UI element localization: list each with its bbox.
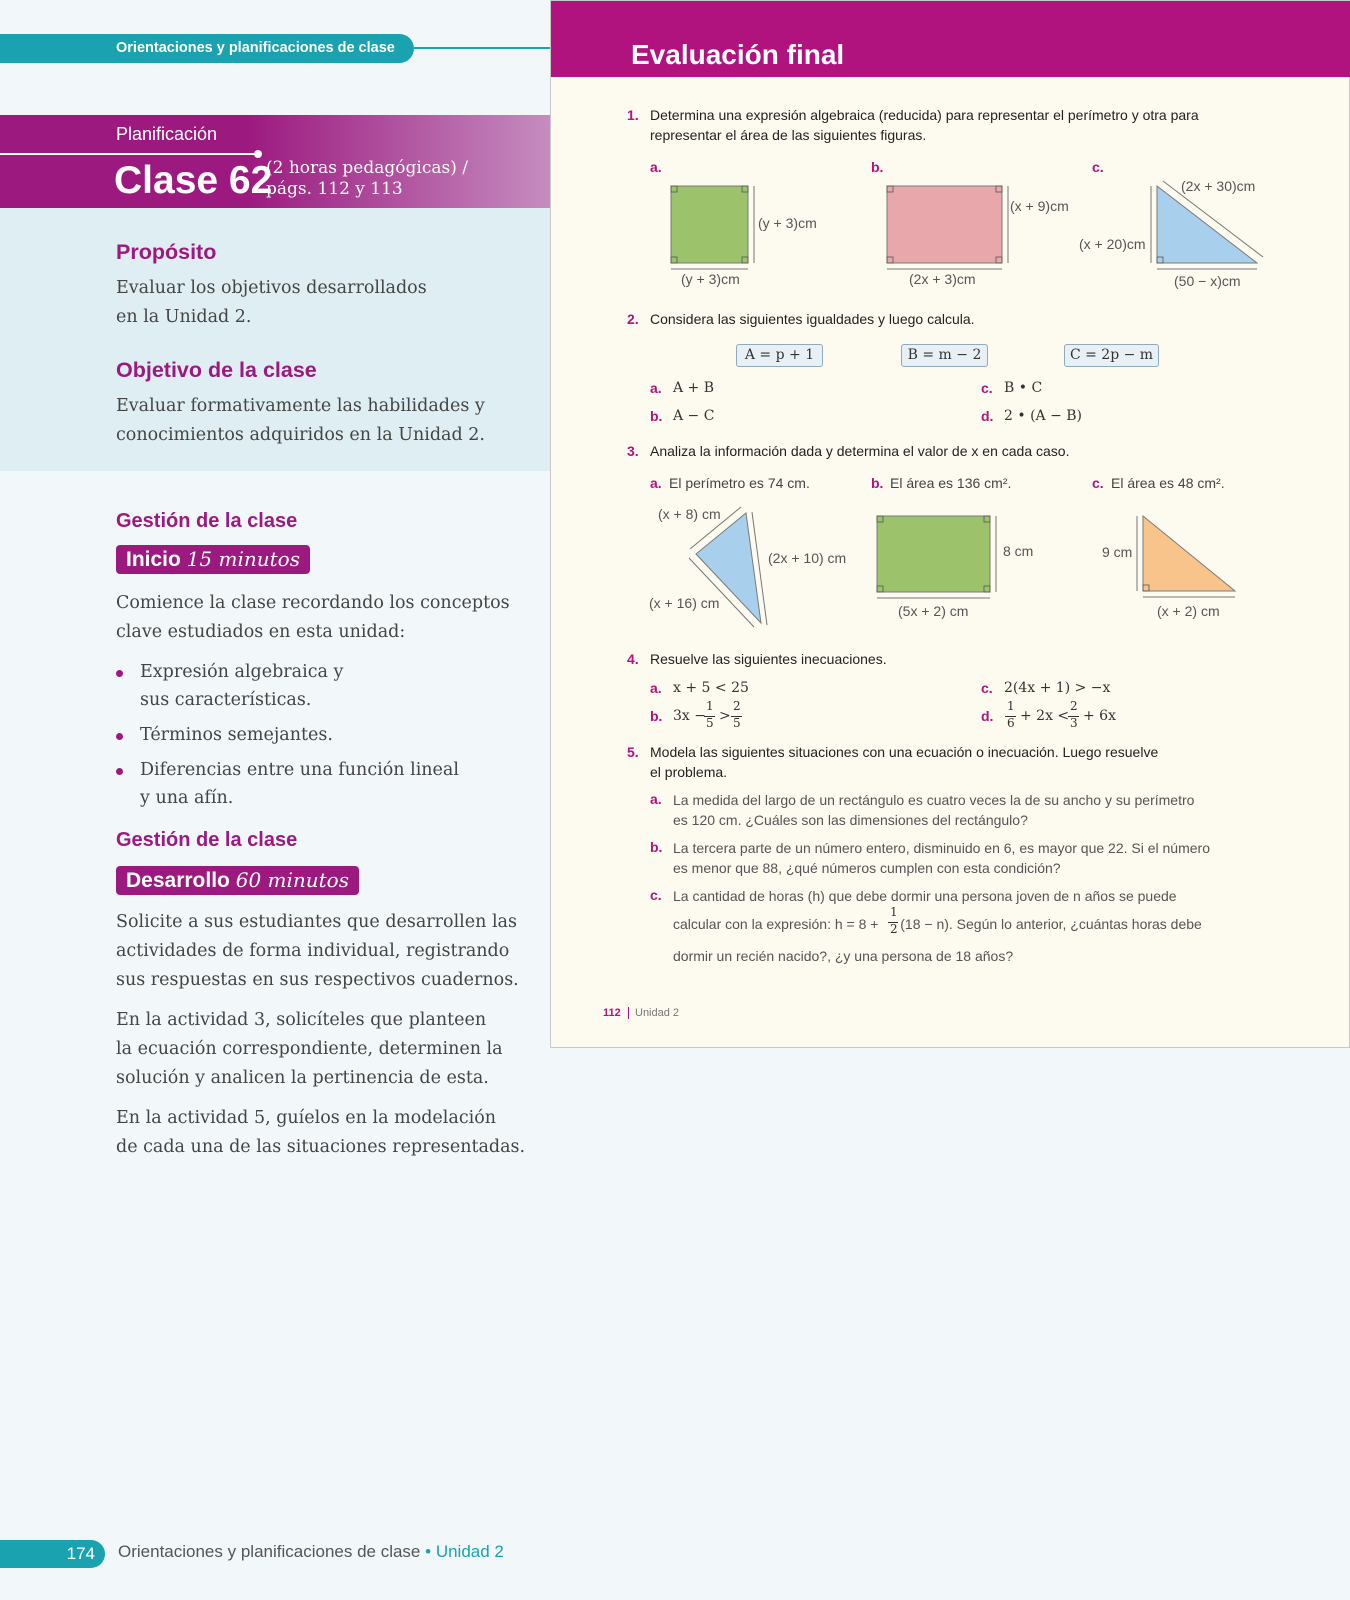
question-4 [627,649,887,669]
item-label: a. [650,159,662,175]
desarrollo-paragraph-2 [116,1006,503,1093]
item-label: b. [650,408,663,424]
objective-heading: Objetivo de la clase [116,358,317,382]
paragraph-line: clave estudiados en esta unidad: [116,622,406,642]
figure-triangle-blue [1151,181,1263,269]
fraction-denominator: 5 [706,716,714,730]
list-item-line: Expresión algebraica y [140,662,344,682]
page-number: 174 [0,1540,105,1568]
footer-text: Orientaciones y planificaciones de clase [118,1542,421,1561]
item-label: a. [650,380,662,396]
question-2 [627,309,975,329]
question-line: Determina una expresión algebraica (reducida) para representar el perímetro y otra para [650,107,1199,123]
dimension-label: (y + 3)cm [681,271,740,287]
item-line [673,914,1202,934]
item-label: c. [981,380,993,396]
item-text: El área es 136 cm². [890,475,1012,491]
figure-square-green [671,186,754,269]
footer-divider [628,1007,629,1019]
question-line: Considera las siguientes igualdades y luego calcula. [650,311,975,327]
purpose-line: Evaluar los objetivos desarrollados [116,278,427,298]
list-item-line: Términos semejantes. [140,725,333,745]
figure-rectangle-green [877,516,996,598]
paragraph-line: En la actividad 5, guíelos en la modelación [116,1108,497,1128]
fraction-numerator: 2 [1070,699,1078,713]
item-expression: A − C [673,408,715,424]
planning-underline-dot [254,150,262,158]
desarrollo-tag [116,866,359,895]
evaluation-page [550,0,1350,1048]
dimension-label: (50 − x)cm [1174,273,1241,289]
paragraph-line: En la actividad 3, solicíteles que planteen [116,1010,487,1030]
management-heading-1: Gestión de la clase [116,510,298,532]
dimension-label: (y + 3)cm [758,215,817,231]
question-5 [627,742,1270,782]
item-label: a. [650,475,662,491]
desarrollo-paragraph-3 [116,1104,525,1162]
dimension-label: (2x + 3)cm [909,271,976,287]
dimension-label: 9 cm [1102,544,1133,560]
item-label: b. [650,708,663,724]
inicio-label: Inicio [126,548,181,571]
item-expression: + 6x [1083,708,1116,724]
management-heading-2: Gestión de la clase [116,829,298,851]
planning-underline [0,153,258,155]
list-item [114,756,534,812]
item-label: c. [650,887,662,903]
item-line: dormir un recién nacido?, ¿y una persona de 18 años? [673,948,1014,964]
item-operator: > [719,708,731,724]
item-label: c. [981,680,993,696]
inicio-tag [116,545,310,574]
dimension-label: (x + 20)cm [1079,236,1146,252]
item-label: c. [1092,475,1104,491]
section-header-pill: Orientaciones y planificaciones de clase [0,34,414,63]
objective-line: Evaluar formativamente las habilidades y [116,396,485,416]
item-text-part: (18 − n). Según lo anterior, ¿cuántas horas debe [900,916,1202,932]
item-expression: + 2x < [1020,708,1070,724]
paragraph-line: solución y analicen la pertinencia de esta. [116,1068,489,1088]
item-label: d. [981,408,994,424]
desarrollo-paragraph-1 [116,908,519,995]
equation-box: C = 2p − m [1064,344,1159,367]
equation-box: B = m − 2 [901,344,988,367]
item-line: La tercera parte de un número entero, disminuido en 6, es mayor que 22. Si el número [673,840,1210,856]
list-item-line: sus características. [140,690,312,710]
objective-text [116,392,485,450]
figure-triangle-orange [1137,516,1235,597]
fraction-denominator: 3 [1070,716,1078,730]
item-expression: 2 • (A − B) [1004,408,1083,424]
item-label: a. [650,680,662,696]
item-line: La cantidad de horas (h) que debe dormir una persona joven de n años se puede [673,888,1177,904]
class-pages-text: págs. 112 y 113 [266,179,403,199]
evaluation-title: Evaluación final [631,39,845,70]
bullet-icon [116,768,123,775]
inicio-paragraph [116,589,510,647]
question-line: el problema. [650,764,728,780]
list-item [114,658,534,714]
purpose-line: en la Unidad 2. [116,307,252,327]
bullet-icon [116,670,123,677]
list-item [114,721,534,749]
desarrollo-time: 60 minutos [235,868,349,892]
desarrollo-label: Desarrollo [126,869,230,892]
concept-list [114,658,534,819]
item-expression: x + 5 < 25 [673,680,749,696]
item-label: d. [981,708,994,724]
fraction-denominator: 2 [890,922,898,936]
header-rule [414,47,550,49]
item-expression: 3x − [673,708,706,724]
bullet-icon [116,733,123,740]
planning-label: Planificación [116,124,218,144]
dimension-label: (x + 2) cm [1157,603,1220,619]
dimension-label: (2x + 10) cm [768,550,847,566]
dimension-label: (x + 8) cm [658,506,721,522]
item-label: b. [871,159,884,175]
dimension-label: (x + 9)cm [1010,198,1069,214]
item-text [673,838,1210,878]
question-line: Analiza la información dada y determina el valor de x en cada caso. [650,443,1070,459]
footer-separator: • [425,1542,432,1561]
class-hours-text: (2 horas pedagógicas) / [266,158,468,178]
item-expression: A + B [673,380,715,396]
question-line: Resuelve las siguientes inecuaciones. [650,651,887,667]
item-label: c. [1092,159,1104,175]
question-line: representar el área de las siguientes figuras. [650,127,927,143]
dimension-label: 8 cm [1003,543,1034,559]
item-text: El área es 48 cm². [1111,475,1225,491]
item-line: es menor que 88, ¿qué números cumplen con esta condición? [673,860,1061,876]
dimension-label: (5x + 2) cm [898,603,969,619]
paragraph-line: actividades de forma individual, registrando [116,941,510,961]
fraction-numerator: 1 [890,905,898,919]
purpose-text [116,274,427,332]
paragraph-line: Solicite a sus estudiantes que desarrollen las [116,912,517,932]
class-hours [266,158,526,200]
item-text-part: calcular con la expresión: h = 8 + [673,916,879,932]
paragraph-line: de cada una de las situaciones representadas. [116,1137,526,1157]
item-expression: B • C [1004,380,1043,396]
fraction-numerator: 1 [1007,699,1015,713]
item-label: a. [650,791,662,807]
question-number: 1. [627,107,639,123]
dimension-label: (2x + 30)cm [1181,178,1256,194]
question-number: 2. [627,311,639,327]
question-line: Modela las siguientes situaciones con una ecuación o inecuación. Luego resuelve [650,744,1159,760]
class-title: Clase 62 [114,159,273,202]
item-text: El perímetro es 74 cm. [669,475,810,491]
item-expression: 2(4x + 1) > −x [1004,680,1111,696]
item-text [673,886,1177,906]
item-line: es 120 cm. ¿Cuáles son las dimensiones del rectángulo? [673,812,1028,828]
planning-banner [0,115,550,208]
objective-line: conocimientos adquiridos en la Unidad 2. [116,425,485,445]
page-footer-unit: Unidad 2 [635,1007,680,1019]
equation-box: A = p + 1 [736,344,823,367]
fraction-denominator: 5 [733,716,741,730]
paragraph-line: sus respuestas en sus respectivos cuadernos. [116,970,519,990]
item-label: b. [650,839,663,855]
fraction-numerator: 1 [706,699,714,713]
dimension-label: (x + 16) cm [649,595,720,611]
question-number: 5. [627,744,639,760]
question-3 [627,441,1070,461]
item-text [673,790,1194,830]
item-line: La medida del largo de un rectángulo es cuatro veces la de su ancho y su perímetro [673,792,1195,808]
fraction-numerator: 2 [733,699,741,713]
item-label: b. [871,475,884,491]
paragraph-line: Comience la clase recordando los conceptos [116,593,510,613]
inicio-time: 15 minutos [186,547,300,571]
figure-rectangle-pink [887,186,1008,269]
purpose-heading: Propósito [116,240,217,264]
paragraph-line: la ecuación correspondiente, determinen la [116,1039,503,1059]
question-number: 3. [627,443,639,459]
item-text [673,946,1013,966]
page-footer [118,1542,504,1562]
list-item-line: y una afín. [140,788,234,808]
fraction-denominator: 6 [1007,716,1015,730]
page-number: 112 [603,1007,621,1019]
question-number: 4. [627,651,639,667]
list-item-line: Diferencias entre una función lineal [140,760,459,780]
footer-unit: Unidad 2 [435,1542,504,1561]
